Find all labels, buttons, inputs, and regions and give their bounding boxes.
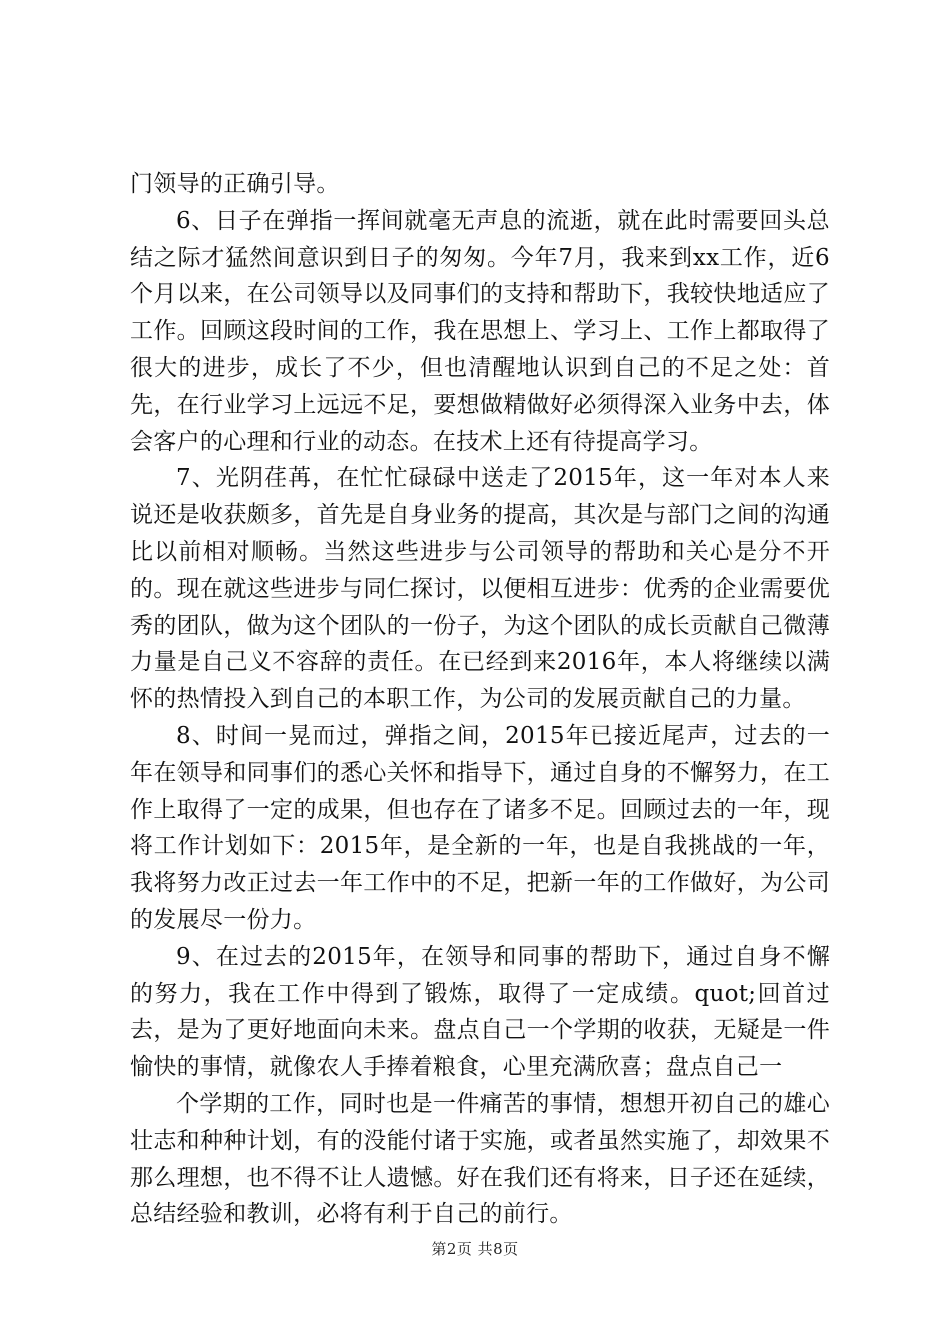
- paragraph-item-8: 8、时间一晃而过，弹指之间，2015年已接近尾声，过去的一年在领导和同事们的悉心关怀和指导下，通过自身的不懈努力，在工作上取得了一定的成果，但也存在了诸多不足。回顾过去的一年，现将工作计划如下：2015年，是全新的一年，也是自我挑战的一年，我将努力改正过去一年工作中的不足，把新一年的工作做好，为公司的发展尽一份力。: [130, 722, 830, 933]
- paragraph-continuation: 门领导的正确引导。: [130, 171, 340, 197]
- paragraph-item-6: 6、日子在弹指一挥间就毫无声息的流逝，就在此时需要回头总结之际才猛然间意识到日子的匆匆。今年7月，我来到xx工作，近6个月以来，在公司领导以及同事们的支持和帮助下，我较快地适应了工作。回顾这段时间的工作，我在思想上、学习上、工作上都取得了很大的进步，成长了不少，但也清醒地认识到自己的不足之处：首先，在行业学习上远远不足，要想做精做好必须得深入业务中去，体会客户的心理和行业的动态。在技术上还有待提高学习。: [130, 207, 830, 455]
- paragraph-item-9: 9、在过去的2015年，在领导和同事的帮助下，通过自身不懈的努力，我在工作中得到了锻炼，取得了一定成绩。quot;回首过去，是为了更好地面向未来。盘点自己一个学期的收获，无疑是一件愉快的事情，就像农人手捧着粮食，心里充满欣喜；盘点自己一: [130, 943, 830, 1081]
- paragraph-item-7: 7、光阴荏苒，在忙忙碌碌中送走了2015年，这一年对本人来说还是收获颇多，首先是自身业务的提高，其次是与部门之间的沟通比以前相对顺畅。当然这些进步与公司领导的帮助和关心是分不开的。现在就这些进步与同仁探讨，以便相互进步：优秀的企业需要优秀的团队，做为这个团队的一份子，为这个团队的成长贡献自己微薄力量是自己义不容辞的责任。在已经到来2016年，本人将继续以满怀的热情投入到自己的本职工作，为公司的发展贡献自己的力量。: [130, 465, 830, 713]
- page-number-footer: 第2页 共8页: [431, 1240, 519, 1258]
- paragraph-item-9-continued: 个学期的工作，同时也是一件痛苦的事情，想想开初自己的雄心壮志和种种计划，有的没能付诸于实施，或者虽然实施了，却效果不那么理想，也不得不让人遗憾。好在我们还有将来，日子还在延续，总结经验和教训，必将有利于自己的前行。: [130, 1090, 830, 1228]
- document-body: [130, 166, 830, 1233]
